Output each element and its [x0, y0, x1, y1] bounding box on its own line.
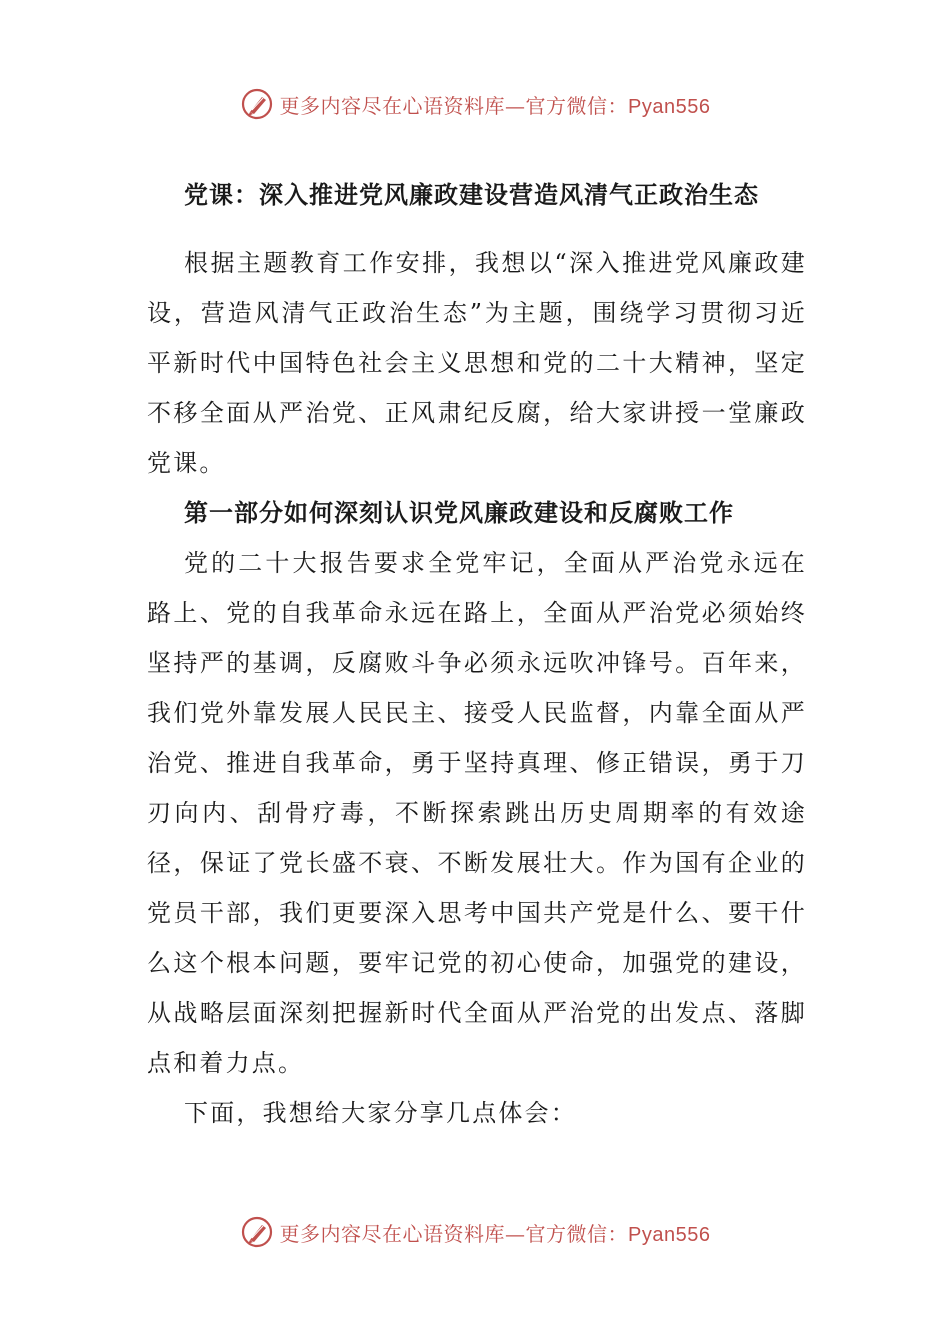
- section-heading: 第一部分如何深刻认识党风廉政建设和反腐败工作: [184, 498, 734, 527]
- header-watermark: [0, 84, 950, 124]
- wechat-id: Pyan556: [628, 1223, 711, 1246]
- closing-paragraph: 下面，我想给大家分享几点体会：: [184, 1099, 577, 1127]
- watermark-text: 更多内容尽在心语资料库—官方微信：Pyan556: [279, 1221, 711, 1246]
- wechat-id: Pyan556: [628, 95, 711, 118]
- footer-watermark: [0, 1212, 950, 1252]
- intro-paragraph: 根据主题教育工作安排，我想以“深入推进党风廉政建设，营造风清气正政治生态”为主题，围绕学习贯彻习近平新时代中国特色社会主义思想和党的二十大精神，坚定不移全面从严治党、正风肃纪反腐，给大家讲授一堂廉政党课。: [147, 249, 807, 477]
- document-body: [147, 170, 807, 1138]
- document-title: 党课：深入推进党风廉政建设营造风清气正政治生态: [184, 180, 759, 209]
- section-body-paragraph: 党的二十大报告要求全党牢记，全面从严治党永远在路上、党的自我革命永远在路上，全面从严治党必须始终坚持严的基调，反腐败斗争必须永远吹冲锋号。百年来，我们党外靠发展人民民主、接受人民监督，内靠全面从严治党、推进自我革命，勇于坚持真理、修正错误，勇于刀刃向内、刮骨疗毒，不断探索跳出历史周期率的有效途径，保证了党长盛不衰、不断发展壮大。作为国有企业的党员干部，我们更要深入思考中国共产党是什么、要干什么这个根本问题，要牢记党的初心使命，加强党的建设，从战略层面深刻把握新时代全面从严治党的出发点、落脚点和着力点。: [147, 549, 807, 1077]
- pen-nib-circle-icon: [240, 87, 274, 121]
- pen-nib-circle-icon: [240, 1215, 274, 1249]
- watermark-text: 更多内容尽在心语资料库—官方微信：Pyan556: [279, 93, 711, 118]
